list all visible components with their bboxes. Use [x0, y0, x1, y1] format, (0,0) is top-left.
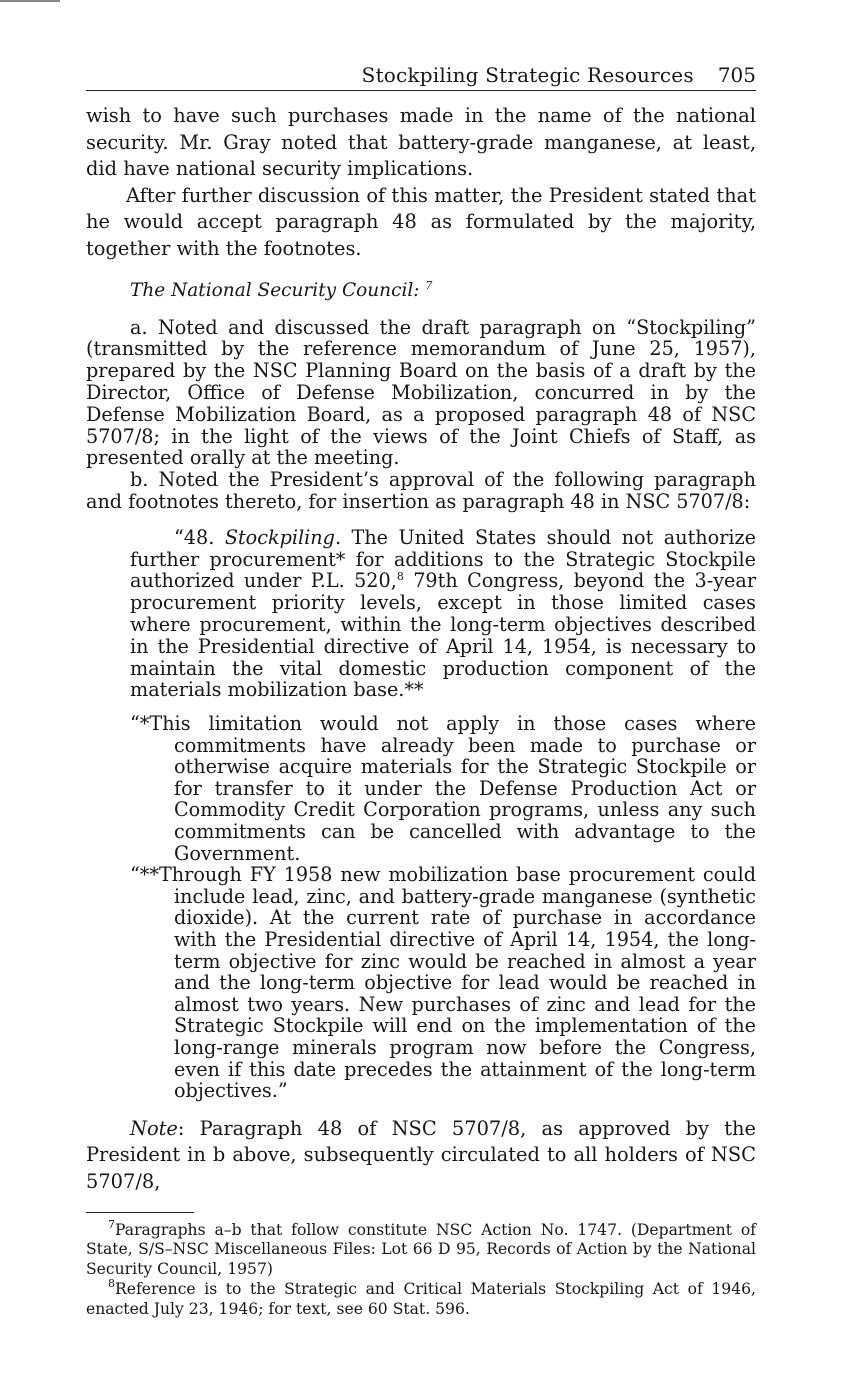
quote-part2: 79th Congress, beyond the 3-year procurement priority levels, except in those limited cases where procurement, within the long-term objectives described in the Presidential directive of April 14, 1954, is necessary to maintain the vital domestic production component of the materials mobilization base.**: [130, 569, 756, 702]
footnote-text: Reference is to the Strategic and Critical Materials Stockpiling Act of 1946, enacted July 23, 1946; for text, see 60 Stat. 596.: [86, 1279, 756, 1318]
footnote-ref-8: 8: [396, 570, 404, 584]
quote-title: Stockpiling: [224, 525, 335, 549]
action-item-a: a. Noted and discussed the draft paragraph on “Stockpiling” (transmitted by the reference memorandum of June 25, 1957), prepared by the NSC Planning Board on the basis of a draft by the Director, Office of Defense Mobilization, concurred in by the Defense Mobilization Board, as a proposed paragraph 48 of NSC 5707/8; in the light of the views of the Joint Chiefs of Staff, as presented orally at the meeting.: [86, 315, 756, 470]
footnote-text: Paragraphs a–b that follow constitute NSC Action No. 1747. (Department of State, S/S–NSC Miscellaneous Files: Lot 66 D 95, Records of Action by the National Security Council, 1957): [86, 1220, 756, 1279]
council-actions: [86, 317, 756, 513]
note-text: [86, 1116, 756, 1196]
paragraph-continuation: wish to have such purchases made in the name of the national security. Mr. Gray noted that battery-grade manganese, at least, did have national security implications.: [86, 104, 756, 181]
section-heading: [130, 279, 756, 303]
page-number: 705: [717, 63, 756, 87]
running-header: [86, 62, 756, 91]
action-item-b: b. Noted the President’s approval of the following paragraph and footnotes thereto, for insertion as paragraph 48 in NSC 5707/8:: [86, 468, 756, 513]
quoted-footnote-2: “**Through FY 1958 new mobilization base procurement could include lead, zinc, and battery-grade manganese (synthetic dioxide). At the current rate of purchase in accordance with the Presidential directive of April 14, 1954, the long-term objective for zinc would be reached in almost a year and the long-term objective for lead would be reached in almost two years. New purchases of zinc and lead for the Strategic Stockpile will end on the implementation of the long-range minerals program now before the Congress, even if this date precedes the attainment of the long-term objectives.”: [130, 863, 756, 1103]
footnote-divider: [86, 1212, 194, 1213]
editorial-note: [86, 1116, 756, 1196]
running-title: Stockpiling Strategic Resources: [361, 63, 694, 87]
note-label: Note: [130, 1116, 178, 1140]
quoted-footnotes: [130, 713, 756, 1102]
footnote-7: [86, 1217, 756, 1280]
page-footnotes: [86, 1217, 756, 1320]
footnote-number: 8: [108, 1276, 115, 1290]
section-heading-text: The National Security Council:: [130, 279, 420, 301]
note-body: : Paragraph 48 of NSC 5707/8, as approved by the President in b above, subsequently circulated to all holders of NSC 5707/8,: [86, 1116, 756, 1193]
document-page: [86, 62, 756, 1320]
footnote-number: 7: [108, 1217, 115, 1231]
quote-lead: “48.: [174, 525, 225, 549]
quoted-paragraph-48: [130, 527, 756, 701]
footnote-ref-7: 7: [425, 278, 433, 292]
body-paragraphs: [86, 103, 756, 263]
footnote-8: [86, 1276, 756, 1320]
scan-edge-line: [0, 0, 60, 2]
quoted-footnote-1: “*This limitation would not apply in those cases where commitments have already been made to purchase or otherwise acquire materials for the Strategic Stockpile or for transfer to it under the Defense Production Act or Commodity Credit Corporation programs, unless any such commitments can be cancelled with advantage to the Government.: [130, 712, 756, 865]
paragraph-president-decision: After further discussion of this matter, the President stated that he would accept paragraph 48 as formulated by the majority, together with the footnotes.: [86, 183, 756, 260]
quote-text: [130, 527, 756, 701]
quote-part1: . The United States should not authorize further procurement* for additions to the Strategic Stockpile authorized under P.L. 520,: [130, 525, 756, 593]
